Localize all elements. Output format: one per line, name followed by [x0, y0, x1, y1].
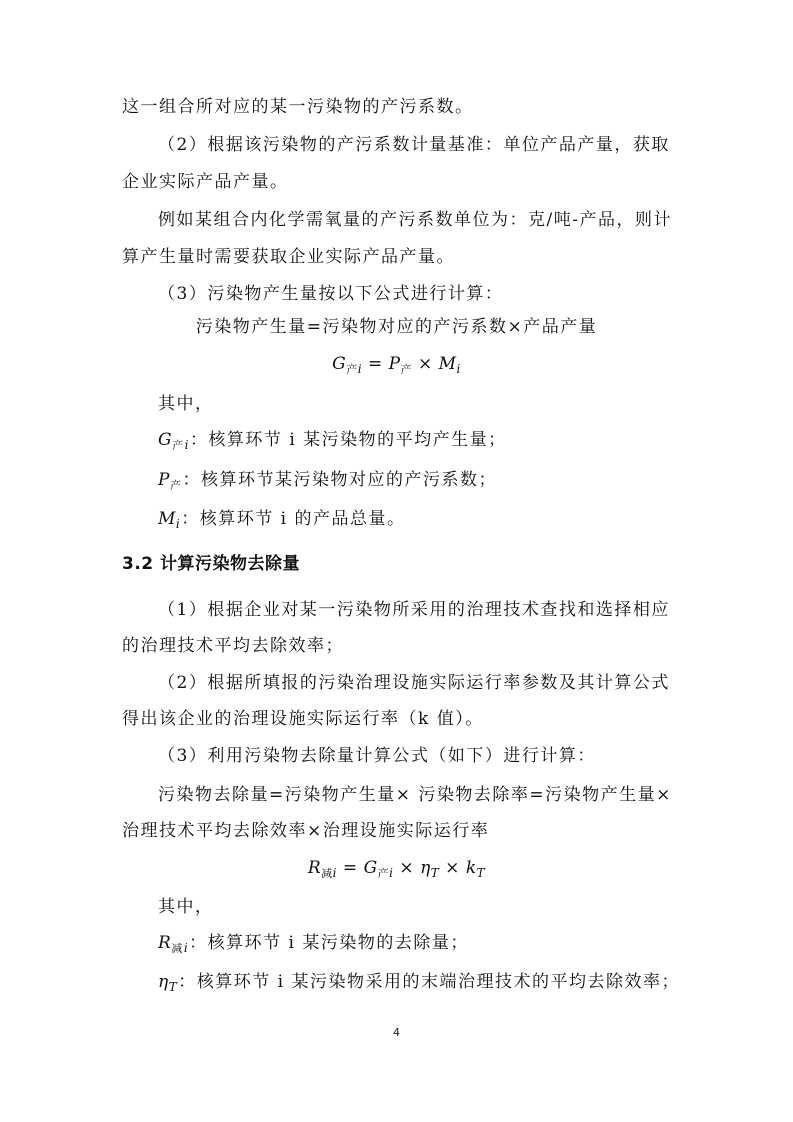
- times-sign: ×: [412, 354, 439, 374]
- subscript-chan: 产: [172, 439, 185, 452]
- formula-2: [0, 856, 793, 886]
- definition-p: [158, 468, 497, 498]
- text-line: 的治理技术平均去除效率；: [122, 636, 344, 656]
- symbol-g: G: [363, 858, 378, 878]
- subscript-i: i: [332, 866, 337, 880]
- symbol-m: M: [158, 509, 176, 529]
- text-line: （2）根据所填报的污染治理设施实际运行率参数及其计算公式: [158, 673, 670, 693]
- subscript-chan: 产: [346, 363, 358, 376]
- symbol-g: G: [332, 354, 347, 374]
- subscript-i: i: [175, 517, 182, 531]
- subscript-i: i: [456, 362, 461, 376]
- subscript-t: T: [476, 866, 486, 880]
- formula-1: [0, 352, 793, 382]
- definition-text: ：核算环节 i 某污染物采用的末端治理技术的平均去除效率；: [178, 972, 680, 992]
- text-line: （2）根据该污染物的产污系数计量基准：单位产品产量，获取: [158, 135, 670, 155]
- definition-g: [158, 428, 507, 458]
- text-line: （1）根据企业对某一污染物所采用的治理技术查找和选择相应: [158, 600, 670, 620]
- symbol-p: P: [158, 470, 170, 490]
- symbol-eta: η: [420, 858, 431, 878]
- formula-text: 污染物产生量=污染物对应的产污系数×产品产量: [195, 317, 598, 337]
- definition-text: ：核算环节 i 的产品总量。: [181, 509, 406, 529]
- text-line: 治理技术平均去除效率×治理设施实际运行率: [122, 821, 490, 841]
- text-line: 这一组合所对应的某一污染物的产污系数。: [122, 97, 474, 117]
- symbol-m: M: [438, 354, 457, 374]
- page-number: 4: [393, 1026, 400, 1039]
- definition-text: ：核算环节 i 某污染物的去除量；: [189, 933, 469, 953]
- text-line: 污染物去除量=污染物产生量× 污染物去除率=污染物产生量×: [158, 785, 672, 805]
- text-line: 得出该企业的治理设施实际运行率（k 值）。: [122, 709, 484, 729]
- definition-m: [158, 507, 406, 536]
- subscript-i: i: [389, 866, 394, 880]
- definition-text: ：核算环节 i 某污染物的平均产生量；: [189, 430, 507, 450]
- equals-sign: =: [362, 354, 389, 374]
- subscript-jian: 减: [171, 942, 184, 955]
- subscript-chan: 产: [169, 479, 183, 492]
- subscript-t: T: [430, 866, 440, 880]
- definition-eta: [158, 970, 680, 999]
- subscript-chan: 产: [377, 867, 390, 880]
- times-sign: ×: [439, 858, 466, 878]
- equals-sign: =: [337, 858, 364, 878]
- text-line: 例如某组合内化学需氧量的产污系数单位为：克/吨-产品，则计: [158, 210, 672, 230]
- text-line: 其中，: [158, 897, 214, 917]
- symbol-k: k: [465, 858, 477, 878]
- subscript-jian: 减: [321, 867, 333, 880]
- text-line: （3）污染物产生量按以下公式进行计算：: [158, 284, 504, 304]
- symbol-p: P: [388, 354, 401, 374]
- subscript-chan: 产: [400, 363, 413, 376]
- symbol-eta: η: [158, 972, 169, 992]
- subscript-i: i: [184, 438, 190, 452]
- subscript-t: T: [168, 980, 179, 994]
- text-line: 其中，: [158, 394, 214, 414]
- times-sign: ×: [393, 858, 421, 878]
- definition-text: ：核算环节某污染物对应的产污系数；: [182, 470, 497, 490]
- definition-r: [158, 931, 469, 961]
- symbol-g: G: [158, 430, 173, 450]
- text-line: （3）利用污染物去除量计算公式（如下）进行计算：: [158, 746, 596, 766]
- subscript-i: i: [357, 362, 363, 376]
- subscript-i: i: [183, 941, 190, 955]
- symbol-r: R: [158, 933, 172, 953]
- symbol-r: R: [307, 858, 322, 878]
- text-line: 企业实际产品产量。: [122, 172, 289, 192]
- text-line: 算产生量时需要获取企业实际产品产量。: [122, 247, 455, 267]
- section-heading: 3.2 计算污染物去除量: [122, 554, 301, 574]
